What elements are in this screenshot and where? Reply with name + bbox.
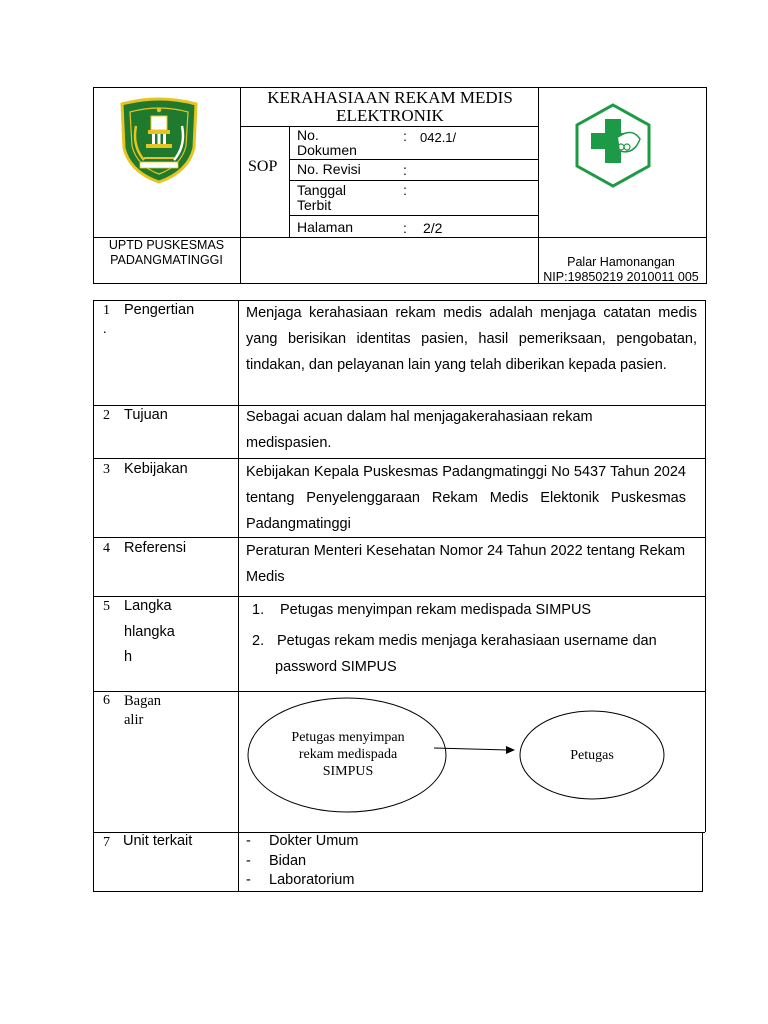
row-label-bagan-line1: Bagan [124,693,162,709]
unit-marker: - [246,833,251,849]
row-number: 6 [103,693,110,708]
field-colon: : [403,162,407,178]
flow-node-1-label: Petugas menyimpan rekam medispada SIMPUS [291,730,405,779]
row-label-langkah-line2: hlangka [124,624,175,640]
row-text-pengertian: Menjaga kerahasiaan rekam medis adalah menjaga catatan medis yang berisikan identitas pasien, hasil pemeriksaan, pengobatan, tindakan, dan pelayanan lain yang telah diberikan kepada pasien. [246,305,697,373]
field-colon: : [403,220,407,236]
row-label-langkah-line1: Langka [124,598,172,614]
institution-name: UPTD PUSKESMAS PADANGMATINGGI [108,238,225,267]
row-text-referensi: Peraturan Menteri Kesehatan Nomor 24 Tahun 2022 tentang Rekam Medis [246,543,686,585]
regional-government-shield-logo [118,96,200,184]
field-label-no-revisi: No. Revisi [297,161,361,177]
row-number: 7 [103,835,110,850]
signatory-name: Palar Hamonangan [567,255,675,269]
row-label-langkah-line3: h [124,649,133,665]
field-value-no-dokumen: 042.1/ [420,130,457,145]
unit-marker: - [246,853,251,869]
field-label-halaman: Halaman [297,219,354,235]
step-marker: 1. [252,602,265,618]
field-colon: : [403,182,407,198]
flow-node-2-label: Petugas [570,748,614,763]
unit-item: Bidan [269,853,307,869]
field-label-tanggal-terbit: Tanggal Terbit [297,182,347,213]
step-text: Petugas rekam medis menjaga kerahasiaan username dan password SIMPUS [275,633,657,675]
row-label-tujuan: Tujuan [124,407,168,423]
signatory [538,255,704,285]
row-number: 1 [103,303,110,318]
row-number: 3 [103,462,110,477]
row-number: 2 [103,408,110,423]
unit-item: Laboratorium [269,872,355,888]
field-value-halaman: 2/2 [423,220,443,236]
field-colon: : [403,128,407,144]
row-number: 5 [103,599,110,614]
row-text-tujuan: Sebagai acuan dalam hal menjagakerahasiaan rekam medispasien. [246,409,593,451]
sop-label: SOP [248,158,278,175]
step-marker: 2. [252,633,265,649]
row-number: 4 [103,541,110,556]
unit-marker: - [246,872,251,888]
field-label-no-dokumen: No. Dokumen [297,127,357,158]
row-label-referensi: Referensi [124,540,187,556]
puskesmas-green-cross-logo [574,103,652,188]
document-title: KERAHASIAAN REKAM MEDIS ELEKTRONIK [267,88,513,125]
row-label-pengertian: Pengertian [124,302,195,318]
flow-arrowhead [506,746,515,754]
row-number-dot: . [103,322,107,337]
unit-item: Dokter Umum [269,833,359,849]
row-label-bagan-line2: alir [124,712,144,728]
row-label-kebijakan: Kebijakan [124,461,188,477]
step-text: Petugas menyimpan rekam medispada SIMPUS [280,602,592,618]
signatory-nip: NIP:19850219 2010011 005 [543,270,699,284]
row-label-unit-terkait: Unit terkait [123,833,193,849]
row-text-kebijakan: Kebijakan Kepala Puskesmas Padangmatinggi No 5437 Tahun 2024 tentang Penyelenggaraan Rekam Medis Elektonik Puskesmas Padangmatinggi [246,464,686,532]
